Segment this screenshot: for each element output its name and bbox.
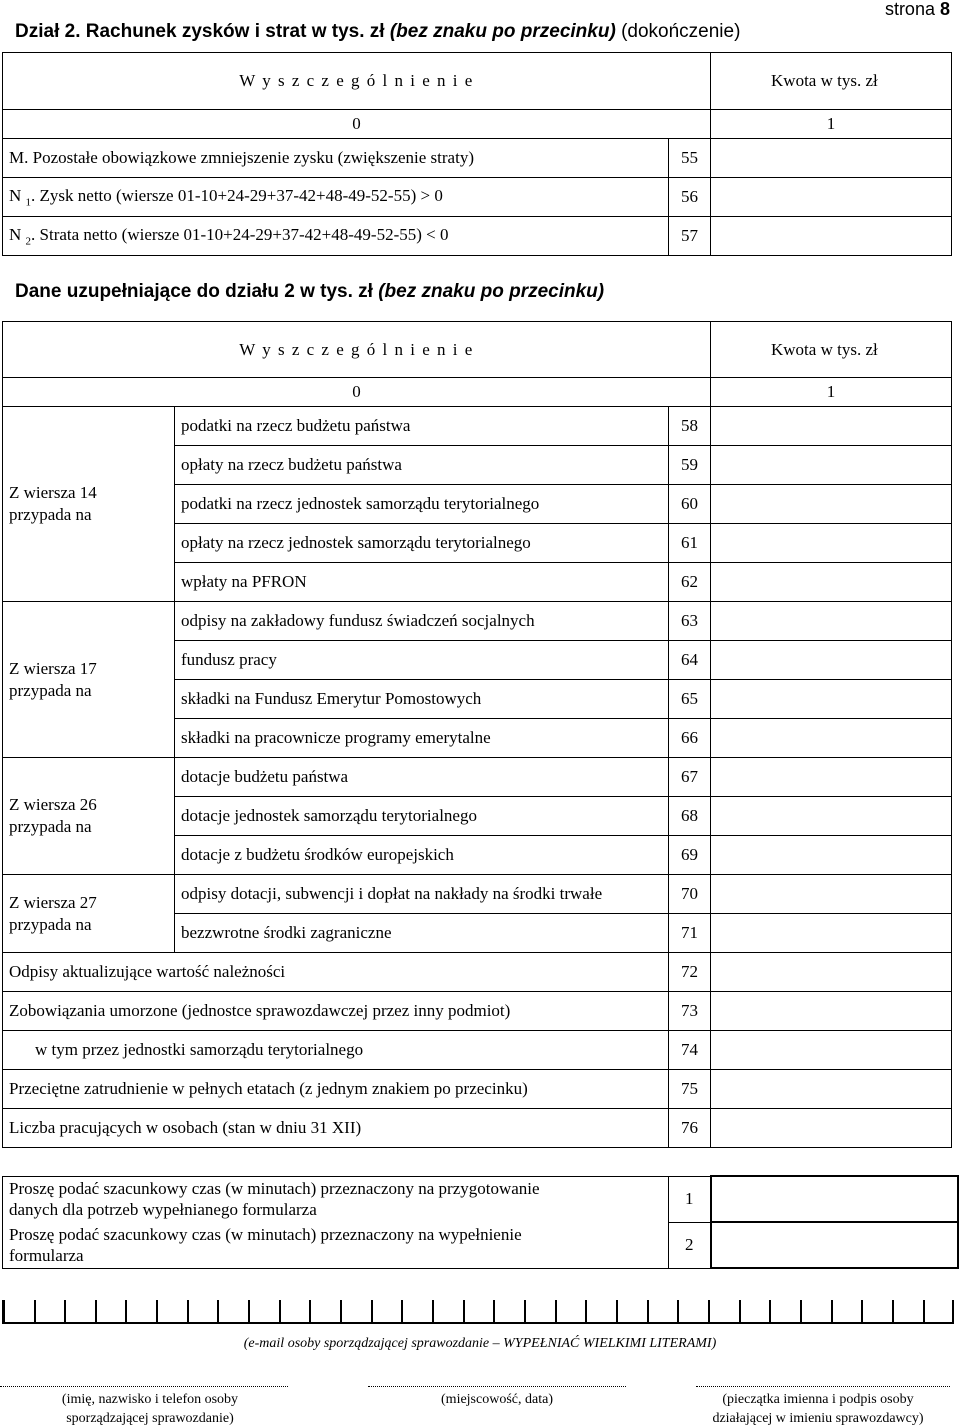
table-row [3, 1070, 952, 1109]
row-label [3, 217, 669, 256]
column-index-0: 0 [3, 110, 711, 139]
signature-line-preparer[interactable] [0, 1386, 288, 1387]
amount-cell[interactable] [711, 1031, 952, 1070]
column-header-amount: Kwota w tys. zł [711, 322, 952, 378]
row-label: podatki na rzecz budżetu państwa [175, 407, 669, 446]
row-label: opłaty na rzecz jednostek samorządu terytorialnego [175, 524, 669, 563]
section-title-bold: Dane uzupełniające do działu 2 w tys. zł [15, 281, 373, 302]
signature-caption-place-date [368, 1390, 626, 1409]
income-table [2, 52, 952, 256]
column-index-1: 1 [711, 378, 952, 407]
row-label: wpłaty na PFRON [175, 563, 669, 602]
group-label-row-17 [3, 602, 175, 758]
row-subscript: 2 [25, 235, 32, 248]
signature-caption-representative [676, 1390, 960, 1427]
page-title-tail: (dokończenie) [621, 21, 741, 42]
row-label: Przeciętne zatrudnienie w pełnych etatach (z jednym znakiem po przecinku) [3, 1070, 669, 1109]
amount-cell[interactable] [711, 524, 952, 563]
amount-cell[interactable] [711, 836, 952, 875]
table-row [3, 1109, 952, 1148]
row-number: 76 [669, 1109, 711, 1148]
group-label-line: przypada na [9, 505, 92, 524]
amount-cell[interactable] [711, 719, 952, 758]
column-index-1: 1 [711, 110, 952, 139]
group-label-line: przypada na [9, 680, 92, 700]
table-row [3, 1222, 958, 1268]
row-label: składki na Fundusz Emerytur Pomostowych [175, 680, 669, 719]
row-number: 68 [669, 797, 711, 836]
row-label: dotacje jednostek samorządu terytorialnego [175, 797, 669, 836]
column-header-description: W y s z c z e g ó l n i e n i e [3, 53, 711, 110]
table-row [3, 602, 952, 641]
amount-cell[interactable] [711, 1109, 952, 1148]
amount-cell[interactable] [711, 485, 952, 524]
row-label: opłaty na rzecz budżetu państwa [175, 446, 669, 485]
signature-line-place-date[interactable] [368, 1386, 626, 1387]
row-label: w tym przez jednostki samorządu terytorialnego [3, 1031, 669, 1070]
page-number [885, 0, 950, 20]
supplementary-table [2, 321, 952, 1148]
row-label: podatki na rzecz jednostek samorządu terytorialnego [175, 485, 669, 524]
row-label: M. Pozostałe obowiązkowe zmniejszenie zysku (zwiększenie straty) [3, 139, 669, 178]
amount-cell[interactable] [711, 1070, 952, 1109]
signature-caption-line: (miejscowość, data) [441, 1392, 553, 1407]
group-label-row-26 [3, 758, 175, 875]
time-answer-1[interactable] [711, 1176, 958, 1222]
amount-cell[interactable] [711, 797, 952, 836]
row-number: 69 [669, 836, 711, 875]
time-question-line: Proszę podać szacunkowy czas (w minutach) przeznaczony na przygotowanie [9, 1179, 540, 1199]
row-number: 2 [669, 1222, 711, 1268]
time-answer-2[interactable] [711, 1222, 958, 1268]
table-row [3, 217, 952, 256]
table-row [3, 139, 952, 178]
row-label [3, 178, 669, 217]
email-input[interactable] [2, 1300, 954, 1324]
signature-caption-line: sporządzającej sprawozdanie) [66, 1411, 234, 1426]
signature-line-representative[interactable] [696, 1386, 950, 1387]
amount-cell[interactable] [711, 602, 952, 641]
row-label: Zobowiązania umorzone (jednostce sprawozdawczej przez inny podmiot) [3, 992, 669, 1031]
row-number: 62 [669, 563, 711, 602]
row-number: 57 [669, 217, 711, 256]
row-number: 72 [669, 953, 711, 992]
amount-cell[interactable] [711, 875, 952, 914]
time-question-line: danych dla potrzeb wypełnianego formularza [9, 1200, 317, 1220]
signature-caption-line: (imię, nazwisko i telefon osoby [61, 1392, 239, 1407]
page-title-bold: Dział 2. Rachunek zysków i strat w tys. zł [15, 21, 385, 42]
signature-caption-line: (pieczątka imienna i podpis osoby [722, 1392, 914, 1407]
signature-caption-preparer [0, 1390, 300, 1427]
page-title [15, 21, 740, 43]
amount-cell[interactable] [711, 407, 952, 446]
row-number: 74 [669, 1031, 711, 1070]
group-label-row-14 [3, 407, 175, 602]
column-header-amount: Kwota w tys. zł [711, 53, 952, 110]
time-question-2 [3, 1222, 669, 1268]
amount-cell[interactable] [711, 641, 952, 680]
page-number-value: 8 [939, 0, 950, 19]
row-label: bezzwrotne środki zagraniczne [175, 914, 669, 953]
row-label: dotacje z budżetu środków europejskich [175, 836, 669, 875]
amount-cell[interactable] [711, 446, 952, 485]
email-caption: (e-mail osoby sporządzającej sprawozdanie – WYPEŁNIAĆ WIELKIMI LITERAMI) [243, 1336, 717, 1351]
row-label: odpisy dotacji, subwencji i dopłat na nakłady na środki trwałe [175, 875, 669, 914]
page-title-italic: (bez znaku po przecinku) [389, 21, 616, 42]
table-row [3, 758, 952, 797]
table-row [3, 1176, 958, 1222]
amount-cell[interactable] [711, 139, 952, 178]
row-number: 56 [669, 178, 711, 217]
group-label-line: przypada na [9, 817, 92, 836]
row-number: 75 [669, 1070, 711, 1109]
row-number: 70 [669, 875, 711, 914]
table-row [3, 178, 952, 217]
time-question-line: formularza [9, 1245, 84, 1265]
amount-cell[interactable] [711, 953, 952, 992]
amount-cell[interactable] [711, 680, 952, 719]
row-number: 73 [669, 992, 711, 1031]
row-number: 55 [669, 139, 711, 178]
section-title-italic: (bez znaku po przecinku) [378, 281, 605, 302]
email-character-cells [2, 1300, 954, 1324]
column-index-0: 0 [3, 378, 711, 407]
row-label: dotacje budżetu państwa [175, 758, 669, 797]
row-label-text: . Zysk netto (wiersze 01-10+24-29+37-42+48-49-52-55) > 0 [31, 185, 443, 205]
page-label: strona [884, 0, 935, 19]
row-number: 60 [669, 485, 711, 524]
row-number: 64 [669, 641, 711, 680]
column-header-description: W y s z c z e g ó l n i e n i e [3, 322, 711, 378]
amount-cell[interactable] [711, 178, 952, 217]
group-label-line: Z wiersza 27 [9, 892, 97, 912]
row-number: 67 [669, 758, 711, 797]
row-label: Liczba pracujących w osobach (stan w dniu 31 XII) [3, 1109, 669, 1148]
table-row [3, 407, 952, 446]
amount-cell[interactable] [711, 914, 952, 953]
row-number: 65 [669, 680, 711, 719]
row-number: 71 [669, 914, 711, 953]
table-row [3, 953, 952, 992]
time-question-1 [3, 1176, 669, 1222]
group-label-line: przypada na [9, 914, 92, 934]
row-number: 61 [669, 524, 711, 563]
row-number: 66 [669, 719, 711, 758]
row-label: odpisy na zakładowy fundusz świadczeń socjalnych [175, 602, 669, 641]
amount-cell[interactable] [711, 992, 952, 1031]
amount-cell[interactable] [711, 758, 952, 797]
table-row [3, 875, 952, 914]
time-question-line: Proszę podać szacunkowy czas (w minutach) przeznaczony na wypełnienie [9, 1224, 522, 1244]
group-label-row-27 [3, 875, 175, 953]
row-number: 1 [669, 1176, 711, 1222]
time-estimate-table [2, 1175, 959, 1269]
group-label-line: Z wiersza 26 [9, 795, 97, 814]
group-label-line: Z wiersza 14 [9, 483, 97, 502]
amount-cell[interactable] [711, 217, 952, 256]
row-number: 63 [669, 602, 711, 641]
table-row [3, 992, 952, 1031]
row-label-text: . Strata netto (wiersze 01-10+24-29+37-42+48-49-52-55) < 0 [31, 224, 449, 244]
row-prefix: N [9, 185, 22, 205]
row-number: 59 [669, 446, 711, 485]
row-label: fundusz pracy [175, 641, 669, 680]
section-title [15, 281, 604, 303]
row-subscript: 1 [25, 196, 32, 209]
table-row [3, 1031, 952, 1070]
signature-caption-line: działającej w imieniu sprawozdawcy) [712, 1411, 924, 1426]
row-number: 58 [669, 407, 711, 446]
group-label-line: Z wiersza 17 [9, 658, 97, 678]
row-prefix: N [9, 224, 22, 244]
row-label: składki na pracownicze programy emerytalne [175, 719, 669, 758]
row-label: Odpisy aktualizujące wartość należności [3, 953, 669, 992]
amount-cell[interactable] [711, 563, 952, 602]
